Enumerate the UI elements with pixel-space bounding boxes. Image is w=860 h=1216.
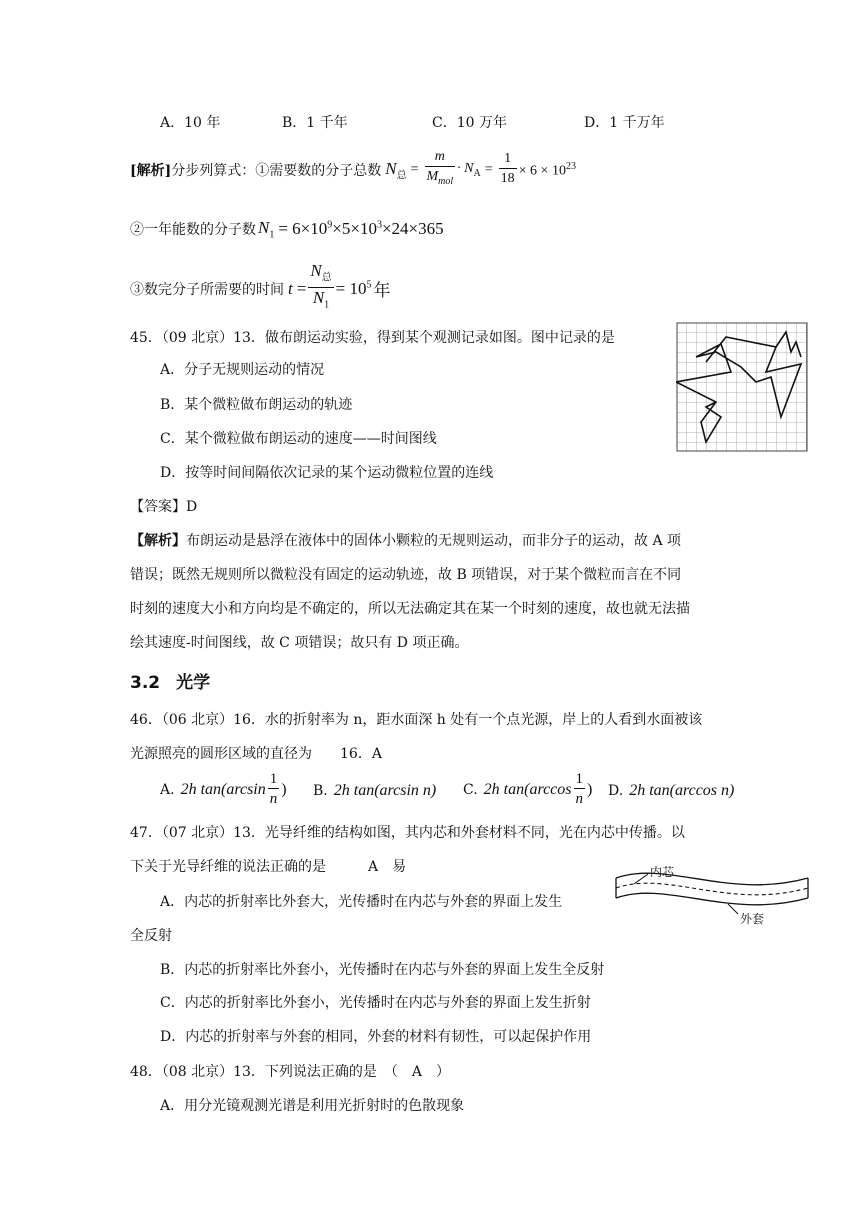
fiber-core-label: 内芯	[650, 865, 675, 879]
q45-option-c: C．某个微粒做布朗运动的速度——时间图线	[160, 431, 437, 447]
q45-analysis-line1: 【解析】布朗运动是悬浮在液体中的固体小颗粒的无规则运动，而非分子的运动，故 A 项	[130, 533, 682, 549]
q47-stem-line1: 47．（07 北京）13．光导纤维的结构如图，其内芯和外套材料不同，光在内芯中传播。以	[130, 825, 685, 841]
q46-option-d: D. 2h tan(arccos n)	[608, 782, 735, 799]
q47-option-a-line1: A．内芯的折射率比外套大，光传播时在内芯与外套的界面上发生	[160, 894, 563, 910]
q46-option-c: C. 2h tan(arccos $\frac{1}{n}$ )	[463, 771, 593, 807]
eq-n-total: $N_总$	[385, 158, 407, 182]
q47-stem-line2: 下关于光导纤维的说法正确的是 A 易	[130, 859, 407, 875]
q45-stem: 45．（09 北京）13．做布朗运动实验，得到某个观测记录如图。图中记录的是	[130, 330, 615, 346]
q48-option-a: A．用分光镜观测光谱是利用光折射时的色散现象	[160, 1098, 465, 1114]
eq-na: · $N_A$	[457, 161, 481, 179]
q45-option-b: B．某个微粒做布朗运动的轨迹	[160, 397, 353, 413]
q47-option-a-line2: 全反射	[130, 928, 172, 944]
q47-option-b: B．内芯的折射率比外套小，光传播时在内芯与外套的界面上发生全反射	[160, 962, 605, 978]
brownian-motion-figure	[676, 322, 808, 452]
optical-fiber-figure	[608, 860, 813, 930]
q44-analysis-line1: [解析] 分步列算式：①需要数的分子总数 $N_总$ = $\frac{m}{M_{mol}}$ · $N_A$ = $\frac{1}{18}$ × $6 \times 10^{23}$	[130, 148, 576, 192]
q45-analysis-line4: 绘其速度-时间图线，故 C 项错误；故只有 D 项正确。	[130, 635, 469, 651]
fraction-ntotal-over-n1: $\frac{N_总}{N_1}$	[310, 261, 332, 311]
q45-option-d: D．按等时间间隔依次记录的某个运动微粒位置的连线	[160, 465, 494, 481]
q44-step2: ②一年能数的分子数 $N_1$ = $6\times 10^9\times 5\times 10^3\times 24\times 365$	[130, 218, 444, 241]
q46-option-b: B. 2h tan(arcsin n)	[313, 782, 437, 799]
q46-stem-line2: 光源照亮的圆形区域的直径为 16．A	[130, 746, 382, 762]
q45-option-a: A．分子无规则运动的情况	[160, 362, 325, 378]
q44-option-a: A．10 年	[160, 115, 221, 131]
q44-step3: ③数完分子所需要的时间 t = $\frac{N_总}{N_1}$ = $10^5$ 年	[130, 262, 391, 316]
fiber-cladding-label: 外套	[740, 912, 765, 926]
q48-stem: 48．（08 北京）13．下列说法正确的是 （ A ）	[130, 1064, 451, 1080]
eq-tail: × $6 \times 10^{23}$	[518, 160, 576, 179]
q45-analysis-line3: 时刻的速度大小和方向均是不确定的，所以无法确定其在某一个时刻的速度，故也就无法描	[130, 601, 690, 617]
q44-option-d: D．1 千万年	[584, 115, 665, 131]
q44-option-b: B．1 千年	[282, 115, 348, 131]
section-heading: 3.2 光学	[130, 673, 211, 693]
q44-option-c: C．10 万年	[432, 115, 507, 131]
q47-option-d: D．内芯的折射率与外套的相同，外套的材料有韧性，可以起保护作用	[160, 1029, 592, 1045]
q45-analysis-line2: 错误；既然无规则所以微粒没有固定的运动轨迹，故 B 项错误，对于某个微粒而言在不同	[130, 567, 682, 583]
q45-answer: 【答案】D	[130, 499, 198, 515]
q47-option-c: C．内芯的折射率比外套小，光传播时在内芯与外套的界面上发生折射	[160, 995, 591, 1011]
analysis-intro: 分步列算式：①需要数的分子总数	[171, 162, 382, 179]
q46-stem-line1: 46．（06 北京）16．水的折射率为 n，距水面深 h 处有一个点光源，岸上的人看到水面被该	[130, 712, 703, 728]
fraction-1-over-18: $\frac{1}{18}$	[500, 151, 515, 187]
fraction-m-over-M: $\frac{m}{M_{mol}}$	[426, 149, 454, 187]
q46-option-a: A. 2h tan(arcsin $\frac{1}{n}$ )	[160, 771, 287, 807]
analysis-tag: [解析]	[130, 162, 172, 179]
